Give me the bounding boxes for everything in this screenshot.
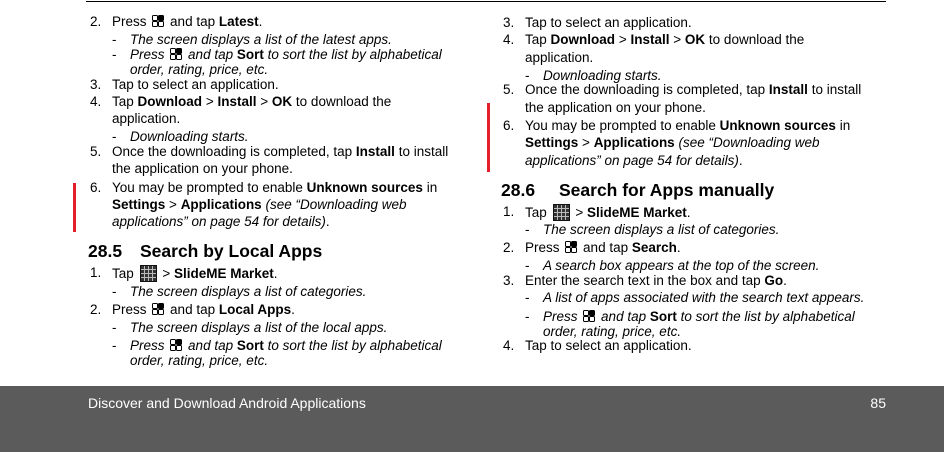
step-5-install: 5. Once the downloading is completed, tap Install to install xyxy=(90,144,449,159)
top-rule xyxy=(86,1,886,2)
manual-step-4: 4. Tap to select an application. xyxy=(503,338,692,353)
step-6-line3: applications” on page 54 for details). xyxy=(112,214,330,229)
sub-sort-list-line2: order, rating, price, etc. xyxy=(130,62,269,77)
change-bar xyxy=(73,183,76,232)
step-4-line2: application. xyxy=(112,111,181,126)
manual-step-3: 3. Enter the search text in the box and tap Go. xyxy=(503,273,787,288)
sub-local-apps: - The screen displays a list of the local apps. xyxy=(112,320,388,335)
page-footer xyxy=(0,386,944,452)
sub-sort-list: - Press and tap Sort to sort the list by alphabetical xyxy=(525,309,855,324)
sub-list-categories: - The screen displays a list of categories. xyxy=(525,222,780,237)
menu-key-icon xyxy=(565,241,577,253)
menu-key-icon xyxy=(152,303,164,315)
step-2-press-latest: 2. Press and tap Latest. xyxy=(90,14,263,29)
step-4-line2: application. xyxy=(525,50,594,65)
sub-downloading-starts: - Downloading starts. xyxy=(525,68,662,83)
section-heading-28-5: 28.5 Search by Local Apps xyxy=(88,241,323,261)
sub-downloading-starts: - Downloading starts. xyxy=(112,129,249,144)
sub-list-categories: - The screen displays a list of categories. xyxy=(112,284,367,299)
local-step-1: 1. Tap > SlideME Market. xyxy=(90,265,278,281)
step-6-line2: Settings > Applications (see “Downloading web xyxy=(525,135,820,150)
manual-step-2: 2. Press and tap Search. xyxy=(503,240,681,255)
section-heading-28-6: 28.6 Search for Apps manually xyxy=(501,180,775,200)
step-6-line3: applications” on page 54 for details). xyxy=(525,153,743,168)
menu-key-icon xyxy=(170,48,182,60)
local-step-2: 2. Press and tap Local Apps. xyxy=(90,302,295,317)
step-6-unknown-sources: 6. You may be prompted to enable Unknown sources in xyxy=(90,180,438,195)
sub-sort-list: - Press and tap Sort to sort the list by alphabetical xyxy=(112,47,442,62)
manual-step-1: 1. Tap > SlideME Market. xyxy=(503,204,691,220)
app-grid-icon xyxy=(140,265,157,282)
sub-search-box: - A search box appears at the top of the screen. xyxy=(525,258,820,273)
footer-chapter-title: Discover and Download Android Applications xyxy=(88,395,366,411)
step-4-download: 4. Tap Download > Install > OK to download the xyxy=(90,94,392,109)
app-grid-icon xyxy=(553,204,570,221)
step-3-select-app: 3. Tap to select an application. xyxy=(503,15,692,30)
menu-key-icon xyxy=(170,339,182,351)
step-5-line2: the application on your phone. xyxy=(112,161,293,176)
step-3-select-app: 3. Tap to select an application. xyxy=(90,77,279,92)
step-6-line2: Settings > Applications (see “Downloading web xyxy=(112,197,407,212)
step-5-line2: the application on your phone. xyxy=(525,100,706,115)
page-number: 85 xyxy=(870,395,886,411)
sub-search-results: - A list of apps associated with the search text appears. xyxy=(525,290,865,305)
step-4-download: 4. Tap Download > Install > OK to download the xyxy=(503,32,805,47)
sub-sort-list-line2: order, rating, price, etc. xyxy=(543,324,682,339)
change-bar xyxy=(487,103,490,172)
sub-latest-apps: - The screen displays a list of the latest apps. xyxy=(112,32,392,47)
sub-sort-list-2: - Press and tap Sort to sort the list by alphabetical xyxy=(112,338,442,353)
step-6-unknown-sources: 6. You may be prompted to enable Unknown sources in xyxy=(503,118,851,133)
menu-key-icon xyxy=(152,15,164,27)
step-5-install: 5. Once the downloading is completed, tap Install to install xyxy=(503,82,862,97)
sub-sort-list-2-line2: order, rating, price, etc. xyxy=(130,353,269,368)
menu-key-icon xyxy=(583,310,595,322)
